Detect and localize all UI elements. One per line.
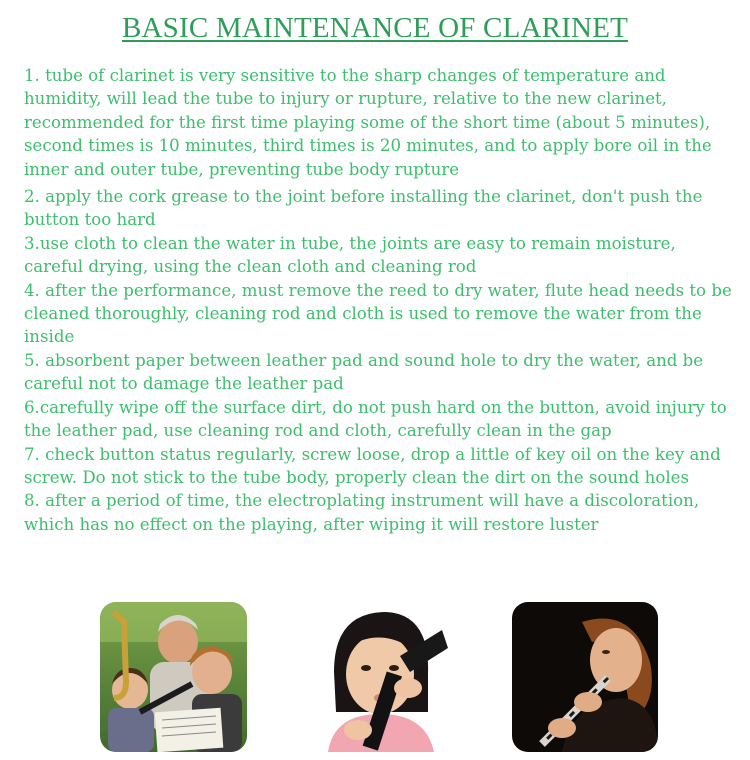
instruction-item-2: 2. apply the cork grease to the joint before installing the clarinet, don't push the button too hard: [24, 187, 703, 230]
instruction-item-7: 7. check button status regularly, screw loose, drop a little of key oil on the key and screw. Do not stick to the tube body, properly clean the dirt on the sound holes: [24, 444, 721, 487]
photo-strip: [0, 602, 750, 754]
instructions-list: [24, 64, 736, 536]
instruction-item-5: 5. absorbent paper between leather pad and sound hole to dry the water, and be careful not to damage the leather pad: [24, 350, 704, 394]
girl-clarinet-photo: [304, 602, 452, 752]
family-clarinet-photo: [100, 602, 247, 752]
instruction-item-4: 4. after the performance, must remove the reed to dry water, flute head needs to be cleaned thoroughly, cleaning rod and cloth is used to remove the water from the inside: [24, 280, 732, 347]
woman-clarinet-photo: [512, 602, 658, 752]
page-title: BASIC MAINTENANCE OF CLARINET: [121, 12, 629, 44]
instruction-item-1: 1. tube of clarinet is very sensitive to the sharp changes of temperature and humidity, will lead the tube to injury or rupture, relative to the new clarinet, recommended for the first time playing some of the short time (about 5 minutes), second times is 10 minutes, third times is 20 minutes, and to apply bore oil in the inner and outer tube, preventing tube body rupture: [24, 66, 712, 179]
instruction-item-3: 3.use cloth to clean the water in tube, the joints are easy to remain moisture, careful drying, using the clean cloth and cleaning rod: [24, 233, 676, 277]
instruction-item-8: 8. after a period of time, the electroplating instrument will have a discoloration, which has no effect on the playing, after wiping it will restore luster: [24, 491, 700, 534]
instruction-item-6: 6.carefully wipe off the surface dirt, do not push hard on the button, avoid injury to the leather pad, use cleaning rod and cloth, carefully clean in the gap: [24, 397, 727, 441]
